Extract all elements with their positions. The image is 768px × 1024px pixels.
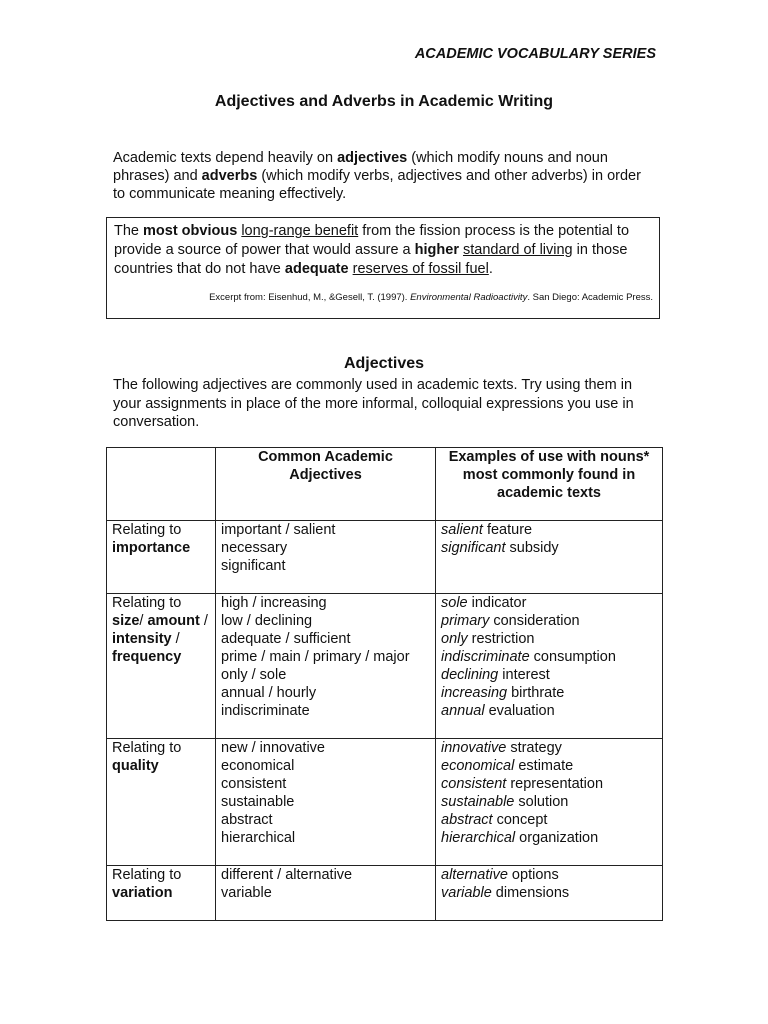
header-examples: Examples of use with nouns* most commonly found in academic texts bbox=[436, 448, 663, 521]
excerpt-citation: Excerpt from: Eisenhud, M., &Gesell, T. (1997). Environmental Radioactivity. San Diego: Academic Press. bbox=[209, 292, 653, 303]
category-cell: Relating to quality bbox=[107, 739, 216, 866]
example-quote-text: The most obvious long-range benefit from the fission process is the potential to provide a source of power that would assure a higher standard of living in those countries that do not have adequate reserves of fossil fuel. bbox=[114, 223, 630, 277]
category-cell: Relating to variation bbox=[107, 866, 216, 921]
adjectives-cell: high / increasing low / declining adequate / sufficient prime / main / primary / major only / sole annual / hourly indiscriminate bbox=[216, 594, 436, 739]
adjectives-cell: different / alternative variable bbox=[216, 866, 436, 921]
table-header-row bbox=[107, 448, 663, 521]
series-label: ACADEMIC VOCABULARY SERIES bbox=[414, 46, 656, 62]
examples-cell: sole indicator primary consideration only restriction indiscriminate consumption declining interest increasing birthrate annual evaluation bbox=[436, 594, 663, 739]
adjectives-heading: Adjectives bbox=[343, 355, 425, 372]
adjectives-table bbox=[106, 447, 663, 921]
examples-cell: salient feature significant subsidy bbox=[436, 521, 663, 594]
header-common-adjectives: Common Academic Adjectives bbox=[216, 448, 436, 521]
table-row bbox=[107, 866, 663, 921]
table-row bbox=[107, 739, 663, 866]
example-quote-box bbox=[106, 217, 660, 319]
category-cell: Relating to importance bbox=[107, 521, 216, 594]
adjectives-intro: The following adjectives are commonly used in academic texts. Try using them in your assignments in place of the more informal, colloquial expressions you use in conversation. bbox=[113, 377, 634, 430]
examples-cell: innovative strategy economical estimate consistent representation sustainable solution abstract concept hierarchical organization bbox=[436, 739, 663, 866]
table-row bbox=[107, 594, 663, 739]
table-row bbox=[107, 521, 663, 594]
category-cell: Relating to size/ amount / intensity / frequency bbox=[107, 594, 216, 739]
examples-cell: alternative options variable dimensions bbox=[436, 866, 663, 921]
header-empty-cell bbox=[107, 448, 216, 521]
adjectives-cell: new / innovative economical consistent sustainable abstract hierarchical bbox=[216, 739, 436, 866]
intro-paragraph: Academic texts depend heavily on adjectives (which modify nouns and noun phrases) and adverbs (which modify verbs, adjectives and other adverbs) in order to communicate meaning effectively. bbox=[113, 150, 641, 202]
adjectives-cell: important / salient necessary significant bbox=[216, 521, 436, 594]
page-title: Adjectives and Adverbs in Academic Writing bbox=[214, 93, 554, 110]
